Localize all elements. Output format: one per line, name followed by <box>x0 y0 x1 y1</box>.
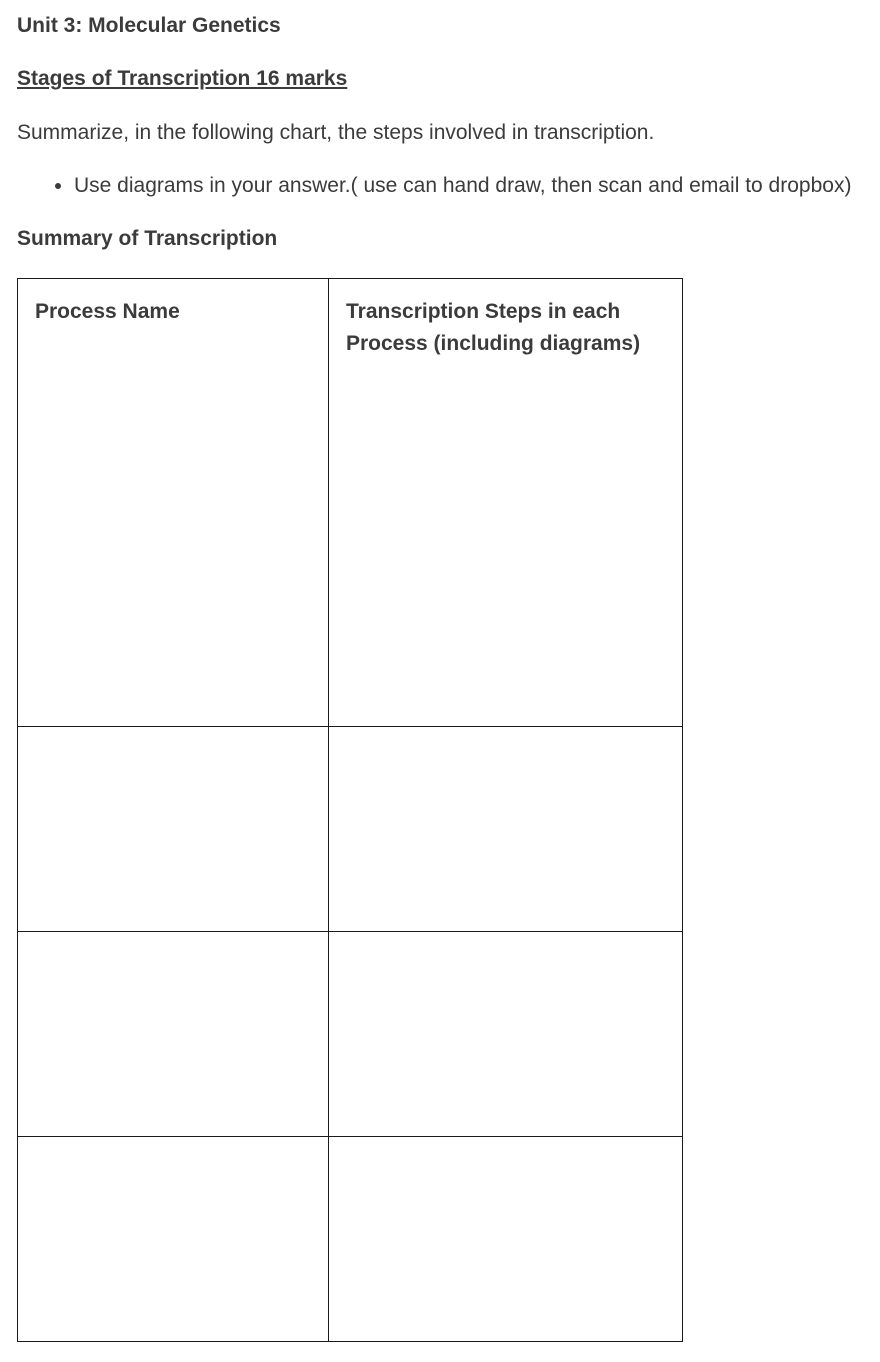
table-cell[interactable] <box>18 1137 329 1342</box>
summary-table <box>17 278 683 1342</box>
table-header-row <box>18 279 683 727</box>
table-cell[interactable] <box>329 1137 683 1342</box>
table-cell[interactable] <box>18 932 329 1137</box>
header-process-name: Process Name <box>18 279 329 727</box>
bullet-text: Use diagrams in your answer.( use can hand draw, then scan and email to dropbox) <box>74 174 852 197</box>
unit-title: Unit 3: Molecular Genetics <box>17 14 281 37</box>
bullet-dot-icon <box>55 183 61 189</box>
table-row <box>18 932 683 1137</box>
table-cell[interactable] <box>329 727 683 932</box>
table-row <box>18 1137 683 1342</box>
header-transcription-steps: Transcription Steps in each Process (including diagrams) <box>329 279 683 727</box>
instructions-text: Summarize, in the following chart, the steps involved in transcription. <box>17 121 655 144</box>
table-cell[interactable] <box>329 932 683 1137</box>
summary-heading: Summary of Transcription <box>17 227 278 250</box>
bullet-item <box>17 172 851 200</box>
bullet-list <box>17 172 851 200</box>
table-row <box>18 727 683 932</box>
section-heading: Stages of Transcription 16 marks <box>17 67 348 90</box>
table-cell[interactable] <box>18 727 329 932</box>
